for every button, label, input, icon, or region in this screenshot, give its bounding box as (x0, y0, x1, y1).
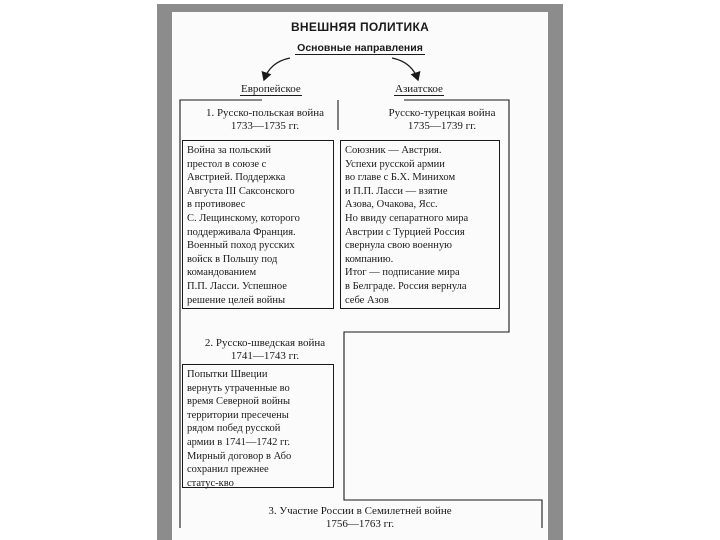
seven-years-war-years: 1756—1763 гг. (325, 518, 395, 530)
russo-swedish-war-name: 2. Русско-шведская война (204, 337, 326, 349)
diagram-title: ВНЕШНЯЯ ПОЛИТИКА (290, 20, 430, 34)
diagram-page (172, 12, 548, 540)
russo-turkish-war-name: Русско-турецкая война (388, 107, 496, 119)
main-directions-label: Основные направления (297, 42, 423, 54)
russo-turkish-war-box: Союзник — Австрия. Успехи русской армии во главе с Б.Х. Минихом и П.П. Ласси — взятие Азова, Очакова, Ясс. Но ввиду сепаратного мира Австрии с Турцией Россия свернула свою военную компанию. Итог — подписание мира в Белграде. Россия вернула себе Азов (340, 140, 500, 309)
russo-turkish-war-heading (344, 107, 540, 133)
european-direction: Европейское (241, 83, 301, 95)
asian-direction: Азиатское (395, 83, 443, 95)
russo-swedish-war-box: Попытки Швеции вернуть утраченные во время Северной войны территории пресечены рядом побед русской армии в 1741—1742 гг. Мирный договор в Або сохранил прежнее статус-кво (182, 364, 334, 488)
seven-years-war-name: 3. Участие России в Семилетней войне (268, 505, 452, 517)
russo-swedish-war-years: 1741—1743 гг. (230, 350, 300, 362)
seven-years-war-heading (180, 505, 540, 531)
russo-polish-war-heading (180, 107, 350, 133)
arrow-to-european (264, 58, 290, 80)
russo-polish-war-name: 1. Русско-польская война (205, 107, 325, 119)
russo-polish-war-box: Война за польский престол в союзе с Австрией. Поддержка Августа III Саксонского в противовес С. Лещинскому, которого поддерживала Франция. Военный поход русских войск в Польшу под командованием П.П. Ласси. Успешное решение целей войны (182, 140, 334, 309)
russo-polish-war-years: 1733—1735 гг. (230, 120, 300, 132)
russo-turkish-war-years: 1735—1739 гг. (407, 120, 477, 132)
russo-swedish-war-heading (180, 337, 350, 363)
arrow-to-asian (392, 58, 418, 80)
